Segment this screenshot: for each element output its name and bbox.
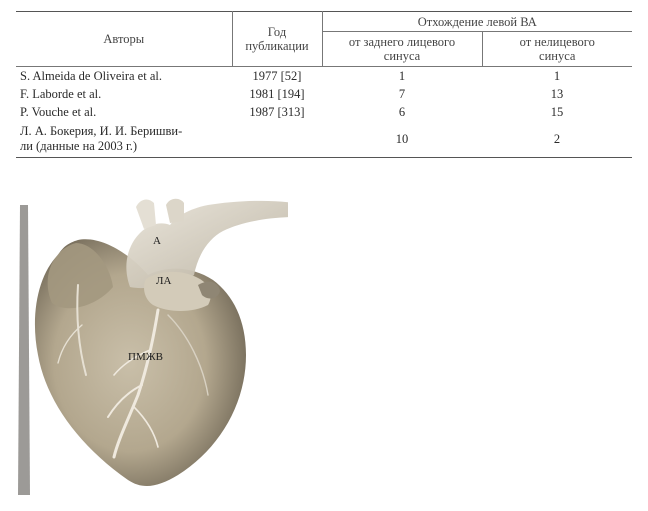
cell-nonfacing: 1 xyxy=(553,69,561,83)
coronary-origin-table xyxy=(16,11,632,158)
label-aorta: А xyxy=(153,235,161,247)
table-row xyxy=(16,103,632,121)
header-year-line2: публикации xyxy=(245,39,309,53)
cell-authors: P. Vouche et al. xyxy=(20,105,97,119)
cell-posterior: 10 xyxy=(322,121,482,158)
cell-year: 1981 [194] xyxy=(249,87,305,101)
header-nonfacing-line1: от нелицевого xyxy=(519,35,595,49)
cell-year xyxy=(232,121,322,158)
cell-posterior: 6 xyxy=(398,105,406,119)
header-origin: Отхождение левой ВА xyxy=(322,12,632,32)
header-nonfacing-sinus xyxy=(482,32,632,67)
heart-photograph xyxy=(18,195,288,495)
cell-authors-line1: Л. А. Бокерия, И. И. Беришви- xyxy=(20,124,183,138)
label-pulmonary-artery: ЛА xyxy=(156,275,172,287)
table-row xyxy=(16,85,632,103)
cell-posterior: 1 xyxy=(398,69,406,83)
cell-year: 1977 [52] xyxy=(252,69,302,83)
cell-authors xyxy=(16,121,232,158)
header-nonfacing-line2: синуса xyxy=(539,49,576,63)
cell-nonfacing: 15 xyxy=(550,105,564,119)
cell-authors-line2: ли (данные на 2003 г.) xyxy=(20,139,138,153)
cell-posterior: 7 xyxy=(398,87,406,101)
table-row xyxy=(16,121,632,158)
table-row xyxy=(16,67,632,86)
header-authors: Авторы xyxy=(16,12,232,67)
data-table-container xyxy=(16,11,632,158)
header-posterior-sinus xyxy=(322,32,482,67)
label-branch: ПМЖВ xyxy=(128,351,163,363)
header-posterior-line1: от заднего лицевого xyxy=(348,35,456,49)
header-year xyxy=(232,12,322,67)
cell-nonfacing: 13 xyxy=(550,87,564,101)
cell-nonfacing: 2 xyxy=(482,121,632,158)
cell-year: 1987 [313] xyxy=(249,105,305,119)
cell-authors: S. Almeida de Oliveira et al. xyxy=(20,69,162,83)
header-year-line1: Год xyxy=(267,25,287,39)
header-posterior-line2: синуса xyxy=(383,49,421,63)
cell-authors: F. Laborde et al. xyxy=(20,87,102,101)
